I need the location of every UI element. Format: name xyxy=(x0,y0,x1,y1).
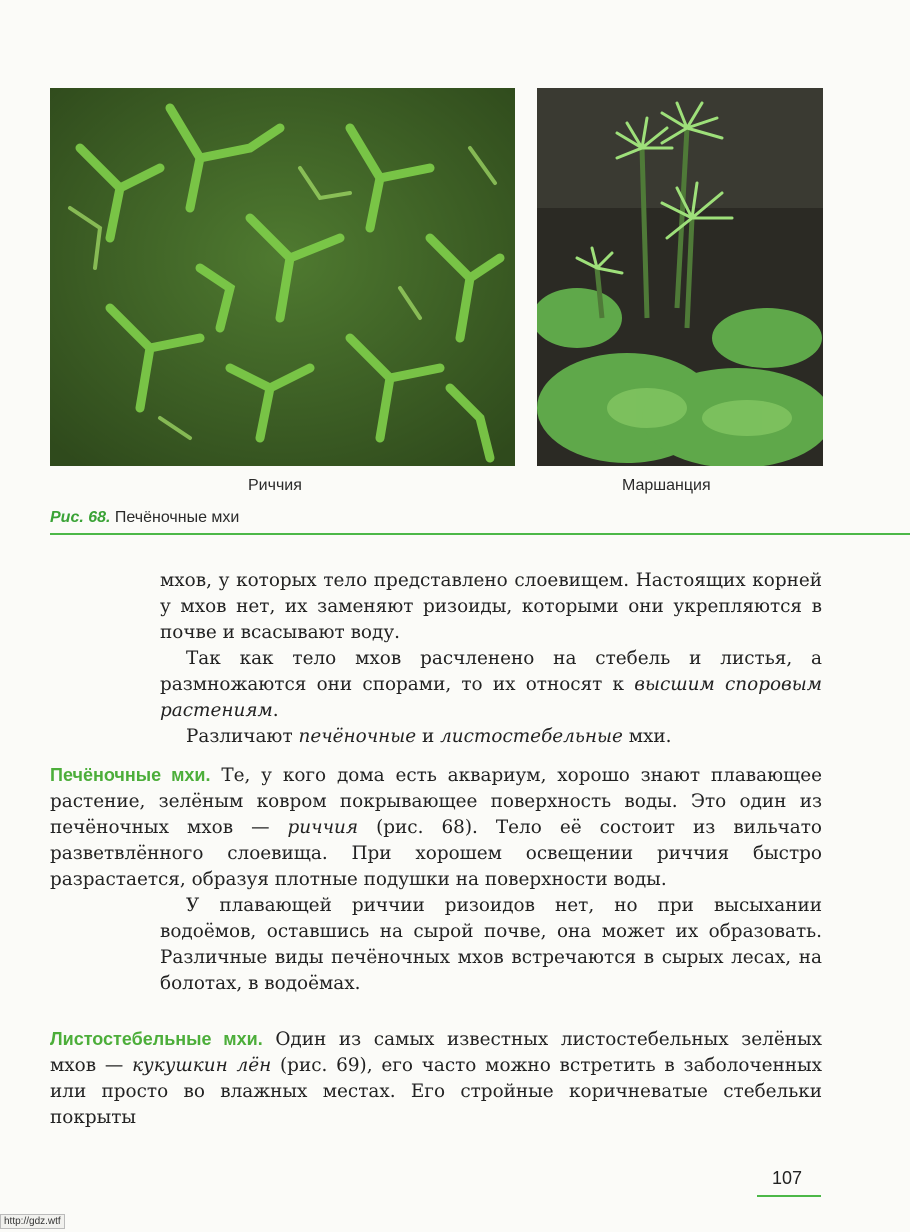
paragraph: Листостебельные мхи. Один из самых известных листостебельных зелёных мхов — кукушкин лён (рис. 69), его часто можно встретить в заболоченных или просто во влажных местах. Его стройные коричневатые стебельки покрыты xyxy=(50,1029,823,1128)
paragraph: У плавающей риччии ризоидов нет, но при высыхании водоёмов, оставшись на сырой почве, она может их образовать. Различные виды печёночных мхов встречаются в сырых лесах, на болотах, в водоёмах. xyxy=(160,895,822,994)
paragraph: Печёночные мхи. Те, у кого дома есть аквариум, хорошо знают плавающее растение, зелёным ковром покрывающее поверхность воды. Это один из печёночных мхов — риччия (рис. 68). Тело её состоит из вильчато разветвлённого слоевища. При хорошем освещении риччия быстро разрастается, образуя плотные подушки на поверхности воды. xyxy=(50,765,822,890)
page-number-rule xyxy=(757,1195,821,1197)
riccia-caption: Риччия xyxy=(248,477,302,494)
page-number: 107 xyxy=(772,1168,803,1188)
figure-number: Рис. 68. xyxy=(50,509,111,526)
paragraph: Так как тело мхов расчленено на стебель и листья, а размножаются они спорами, то их относят к высшим споровым растениям. xyxy=(160,648,822,721)
leafy-mosses-section xyxy=(50,1026,823,1131)
section-heading-liverworts: Печёночные мхи. xyxy=(50,765,211,785)
figure-caption xyxy=(50,509,239,527)
marchantia-caption: Маршанция xyxy=(622,477,711,494)
intro-text xyxy=(160,568,822,750)
figure-caption-text: Печёночные мхи xyxy=(110,509,240,526)
paragraph: Различают печёночные и листостебельные мхи. xyxy=(186,726,672,747)
marchantia-photo xyxy=(537,88,823,466)
riccia-photo xyxy=(50,88,515,466)
watermark-link[interactable]: http://gdz.wtf xyxy=(0,1214,65,1229)
section-heading-leafy-mosses: Листостебельные мхи. xyxy=(50,1029,263,1049)
paragraph: мхов, у которых тело представлено слоевищем. Настоящих корней у мхов нет, их заменяют ризоиды, которыми они укрепляются в почве и всасывают воду. xyxy=(160,570,822,643)
caption-divider xyxy=(50,533,910,535)
liverworts-section xyxy=(50,762,822,997)
